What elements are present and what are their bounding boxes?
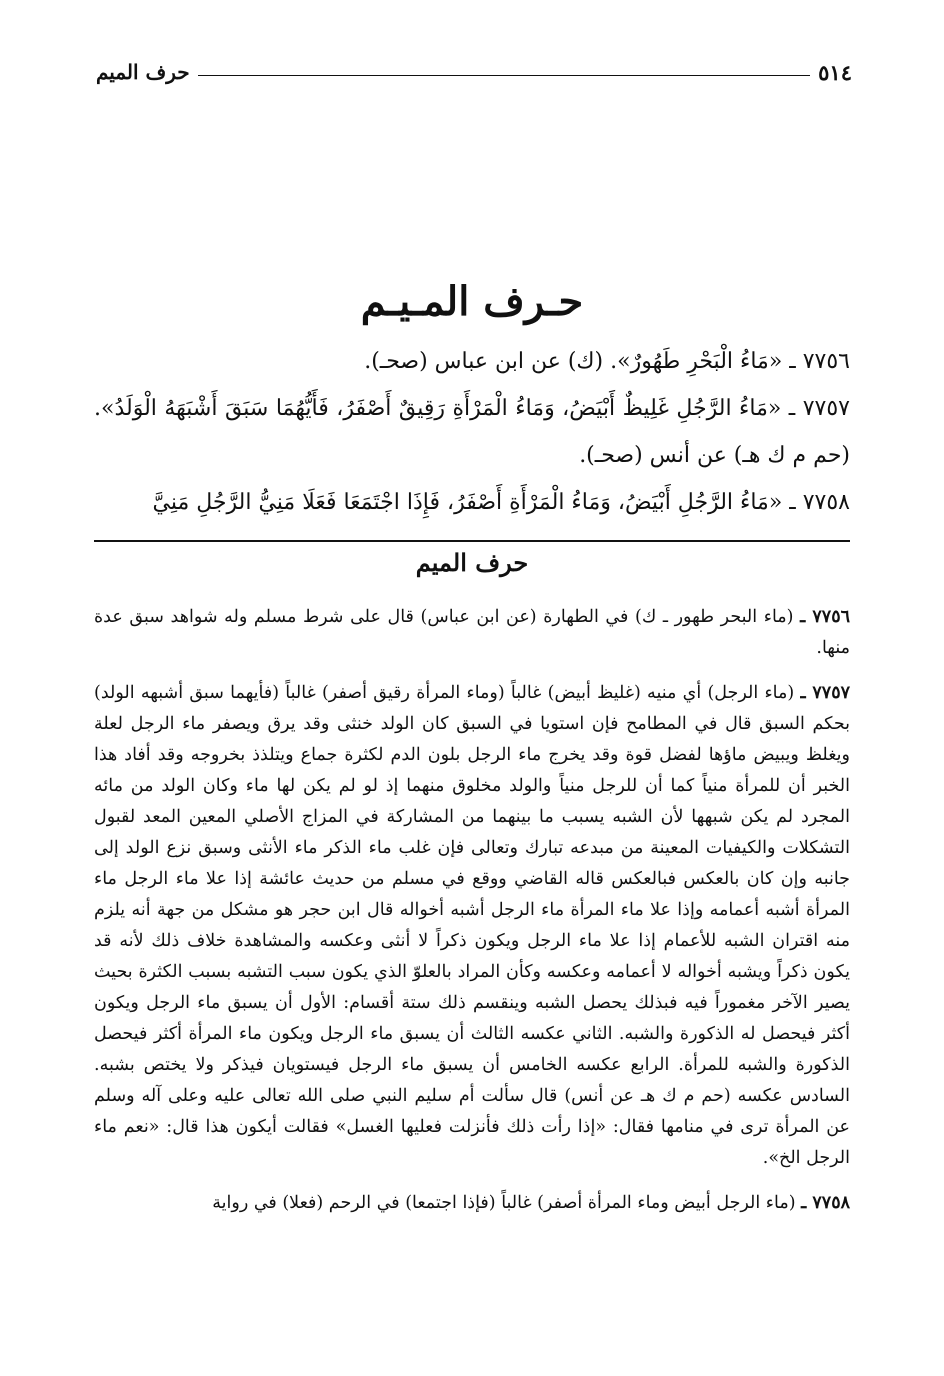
commentary-text: (ماء الرجل أبيض وماء المرأة أصفر) غالباً (فإذا اجتمعا) في الرحم (فعلا) في رواية xyxy=(212,1193,796,1213)
commentary-text: (ماء البحر طهور ـ ك) في الطهارة (عن ابن عباس) قال على شرط مسلم وله شواهد سبق عدة منها. xyxy=(94,607,850,658)
running-title: حرف الميم xyxy=(96,60,190,84)
commentary xyxy=(94,602,850,1233)
hadith-7758: ٧٧٥٨ ـ «مَاءُ الرَّجُلِ أَبْيَضُ، وَمَاءُ الْمَرْأَةِ أَصْفَرُ، فَإِذَا اجْتَمَعَا فَعَلَا مَنِيُّ الرَّجُلِ مَنِيَّ xyxy=(152,490,850,515)
commentary-title: حرف الميم xyxy=(415,548,529,577)
commentary-number: ٧٧٥٨ ـ xyxy=(801,1193,850,1213)
section-divider xyxy=(94,540,850,542)
commentary-text: (ماء الرجل) أي منيه (غليظ أبيض) غالباً (وماء المرأة رقيق أصفر) غالباً (فأيهما سبق أشبهه الولد) بحكم السبق قال في المطامح فإن استويا في السبق كان الولد خنثى وقد يرق ويصفر ماء الرجل لعلة ويغلظ ويبيض ماؤها لفضل قوة وقد يخرج ماء الرجل بلون الدم لكثرة جماع ويتلذذ بخروجه وقد أفاد هذا الخبر أن للمرأة منياً كما أن للرجل منياً والولد مخلوق منهما إذ لو لم يكن لها ماء وكان الولد من مائه المجرد لم يكن شبهها لأن الشبه يسبب ما بينهما من المشاركة في المزاج الأصلي المعين المعد لقبول التشكلات والكيفيات المعينة من مبدعه تبارك وتعالى فإن غلب ماء الذكر ماء الأنثى وسبق نزع الولد إلى جانبه وإن كان بالعكس فبالعكس قاله القاضي ووقع في مسلم من حديث عائشة إذا علا ماء الرجل ماء المرأة أشبه أعمامه وإذا علا ماء المرأة ماء الرجل أشبه أخواله قال ابن حجر هو مشكل من جهة أنه يلزم منه اقتران الشبه للأعمام إذا علا ماء الرجل ويكون ذكراً لا أنثى وعكسه والمشاهدة خلاف ذلك لأنه قد يكون ذكراً ويشبه أخواله لا أعمامه وعكسه وكأن المراد بالعلوّ الذي يكون سبب التشبه بسبب الكثرة بحيث يصير الآخر مغموراً فيه فبذلك يحصل الشبه وينقسم ذلك ستة أقسام: الأول أن يسبق ماء الرجل ويكون أكثر فيحصل له الذكورة والشبه. الثاني عكسه الثالث أن يسبق ماء الرجل ويكون ماء المرأة أكثر فيحصل الذكورة والشبه للمرأة. الرابع عكسه الخامس أن يسبق ماء الرجل فيستويان فيذكر ولا يختص بشبه. السادس عكسه (حم م ك هـ عن أنس) قال سألت أم سليم النبي صلى الله تعالى عليه وعلى آله وسلم عن المرأة ترى في منامها فقال: «إذا رأت ذلك فأنزلت فعليها الغسل» فقالت أيكون هذا قال: «نعم ماء الرجل الخ». xyxy=(94,683,850,1168)
commentary-paragraph-7756 xyxy=(94,602,850,664)
main-text xyxy=(94,338,850,526)
running-header xyxy=(96,54,852,90)
chapter-title: حـرف المـيـم xyxy=(360,278,584,325)
commentary-number: ٧٧٥٧ ـ xyxy=(800,683,850,703)
page-number: ٥١٤ xyxy=(818,59,852,85)
hadith-7757: ٧٧٥٧ ـ «مَاءُ الرَّجُلِ غَلِيظٌ أَبْيَضُ، وَمَاءُ الْمَرْأَةِ رَقِيقٌ أَصْفَرُ، فَأَيُّهُمَا سَبَقَ أَشْبَهَهُ الْوَلَدُ». (حم م ك هـ) عن أنس (صحـ). xyxy=(94,396,850,468)
commentary-number: ٧٧٥٦ ـ xyxy=(800,607,850,627)
header-rule xyxy=(198,75,811,76)
commentary-paragraph-7758 xyxy=(94,1188,850,1219)
hadith-7756: ٧٧٥٦ ـ «مَاءُ الْبَحْرِ طَهُورٌ». (ك) عن ابن عباس (صحـ). xyxy=(364,349,850,374)
commentary-paragraph-7757 xyxy=(94,678,850,1174)
